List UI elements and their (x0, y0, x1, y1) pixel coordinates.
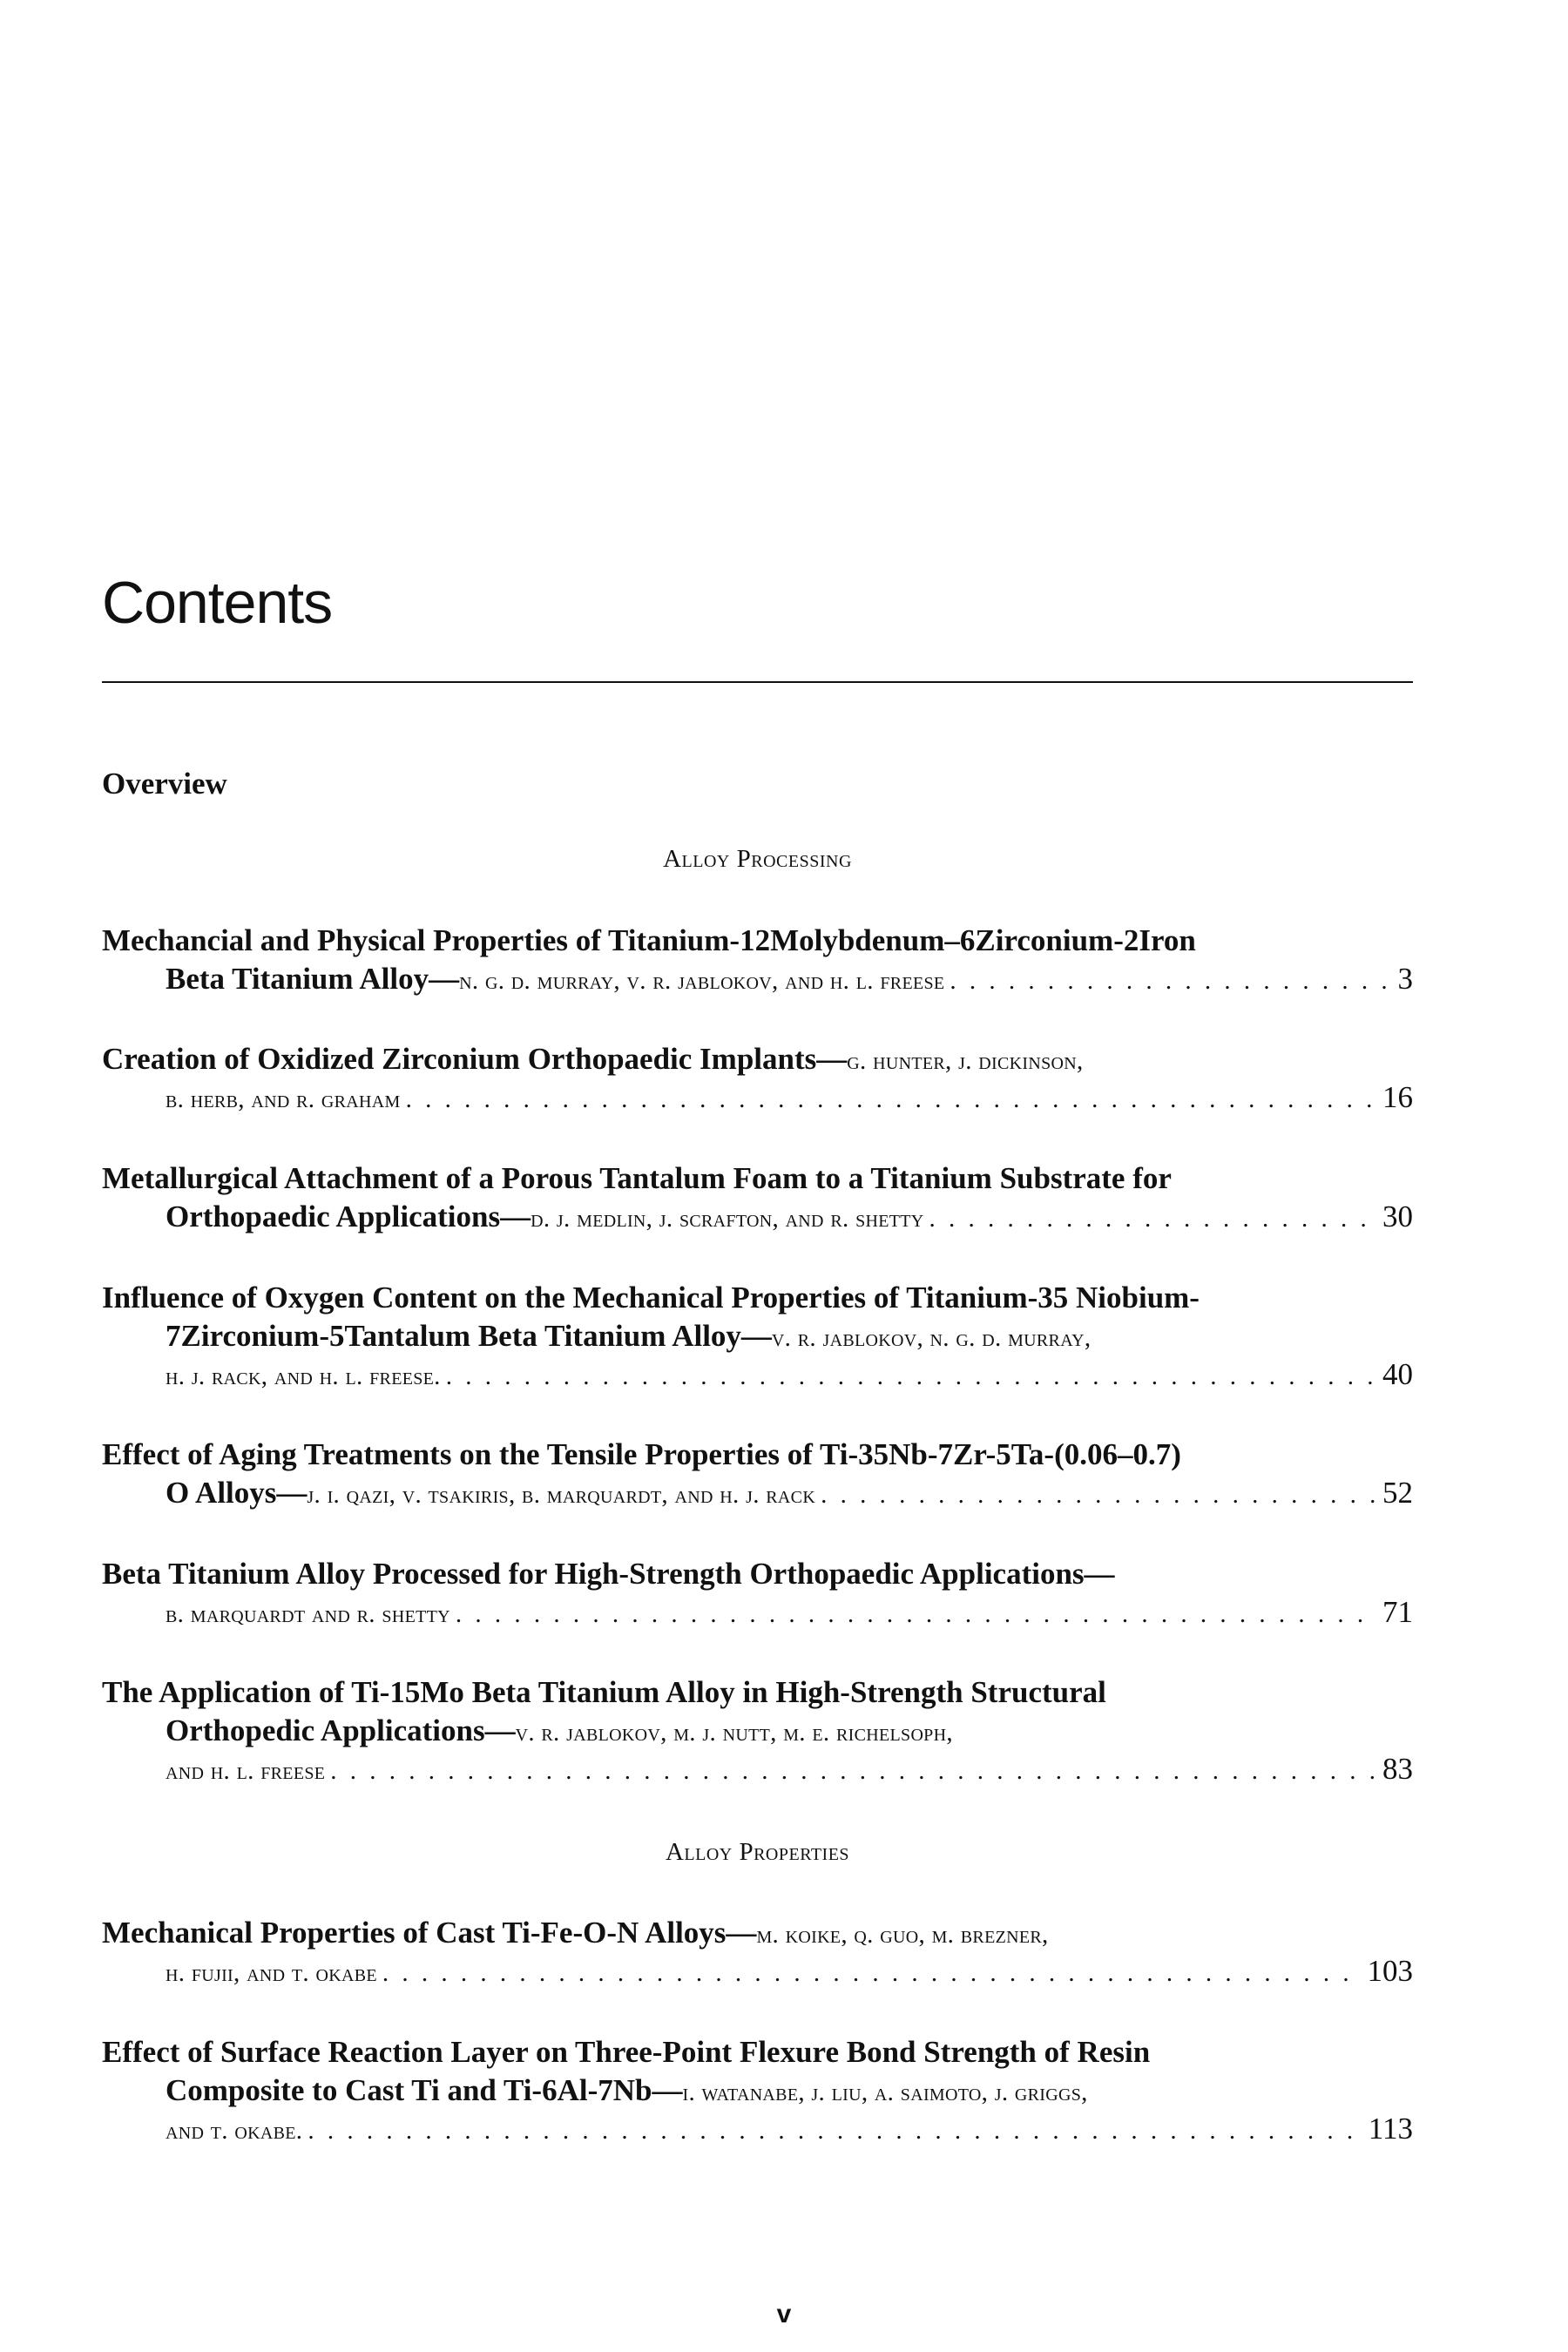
entry-title: Mechanical Properties of Cast Ti-Fe-O-N Alloys— (102, 1916, 757, 1950)
entry-authors: g. hunter, j. dickinson, (847, 1047, 1084, 1075)
toc-entry[interactable] (102, 923, 1413, 1002)
dot-leader (446, 1359, 1377, 1394)
dot-leader (950, 963, 1392, 998)
entry-authors: and t. okabe. (166, 2117, 303, 2145)
page-number: 30 (1382, 1200, 1413, 1233)
dot-leader (456, 1597, 1377, 1632)
dot-leader (929, 1201, 1377, 1236)
section-heading-alloy-processing: Alloy Processing (663, 845, 852, 873)
toc-entry[interactable] (102, 1916, 1413, 1994)
entry-title: Effect of Aging Treatments on the Tensile Properties of Ti-35Nb-7Zr-5Ta-(0.06–0.7) (102, 1437, 1181, 1471)
toc-entry[interactable] (102, 1042, 1413, 1120)
dot-leader (406, 1082, 1377, 1117)
entry-authors: n. g. d. murray, v. r. jablokov, and h. l. freese (459, 967, 945, 995)
entry-title: Creation of Oxidized Zirconium Orthopaedic Implants— (102, 1042, 848, 1076)
entry-title: 7Zirconium-5Tantalum Beta Titanium Alloy— (166, 1319, 772, 1353)
entry-authors: v. r. jablokov, m. j. nutt, m. e. richelsoph, (515, 1719, 953, 1747)
page-number: 113 (1368, 2112, 1413, 2146)
entry-authors: h. j. rack, and h. l. freese. (166, 1362, 441, 1390)
dot-leader (330, 1754, 1377, 1788)
dot-leader (821, 1477, 1377, 1512)
page-number: 16 (1382, 1080, 1413, 1114)
page-number: 83 (1382, 1752, 1413, 1786)
page-folio: v (776, 2300, 792, 2328)
entry-authors: d. j. medlin, j. scrafton, and r. shetty (531, 1205, 924, 1233)
entry-authors: b. marquardt and r. shetty (166, 1600, 450, 1628)
page-number: 40 (1382, 1357, 1413, 1391)
entry-authors: h. fujii, and t. okabe (166, 1959, 377, 1987)
entry-title: Effect of Surface Reaction Layer on Three-Point Flexure Bond Strength of Resin (102, 2035, 1151, 2069)
page-title: Contents (102, 570, 333, 636)
page-number: 103 (1367, 1954, 1413, 1988)
page-number: 71 (1382, 1595, 1413, 1629)
dot-leader (382, 1956, 1362, 1990)
entry-title: Beta Titanium Alloy— (166, 962, 460, 996)
entry-authors: v. r. jablokov, n. g. d. murray, (771, 1324, 1092, 1352)
entry-title: Metallurgical Attachment of a Porous Tantalum Foam to a Titanium Substrate for (102, 1161, 1172, 1195)
entry-authors: j. i. qazi, v. tsakiris, b. marquardt, and h. j. rack (307, 1481, 816, 1509)
entry-title: Orthopaedic Applications— (166, 1200, 531, 1233)
entry-authors: and h. l. freese (166, 1757, 326, 1785)
toc-entry[interactable] (102, 2035, 1413, 2152)
entry-title: O Alloys— (166, 1476, 308, 1510)
toc-entry[interactable] (102, 1437, 1413, 1516)
section-heading-alloy-properties: Alloy Properties (665, 1838, 850, 1866)
entry-title: Mechancial and Physical Properties of Titanium-12Molybdenum–6Zirconium-2Iron (102, 923, 1196, 957)
page-number: 3 (1397, 962, 1413, 996)
toc-entry[interactable] (102, 1557, 1413, 1635)
toc-entry[interactable] (102, 1675, 1413, 1792)
entry-authors: b. herb, and r. graham (166, 1085, 401, 1113)
entry-title: Composite to Cast Ti and Ti-6Al-7Nb— (166, 2073, 683, 2107)
toc-entry[interactable] (102, 1161, 1413, 1240)
page-number: 52 (1382, 1476, 1413, 1510)
entry-title: Influence of Oxygen Content on the Mechanical Properties of Titanium-35 Niobium- (102, 1281, 1200, 1315)
entry-title: Orthopedic Applications— (166, 1713, 516, 1747)
entry-title: The Application of Ti-15Mo Beta Titanium Alloy in High-Strength Structural (102, 1675, 1106, 1709)
entry-authors: i. watanabe, j. liu, a. saimoto, j. griggs, (682, 2078, 1088, 2106)
toc-entry[interactable] (102, 1281, 1413, 1397)
entry-authors: m. koike, q. guo, m. brezner, (756, 1921, 1049, 1949)
overview-entry[interactable]: Overview (102, 767, 227, 801)
title-divider (102, 681, 1413, 683)
dot-leader (308, 2113, 1362, 2148)
entry-title: Beta Titanium Alloy Processed for High-Strength Orthopaedic Applications— (102, 1557, 1115, 1591)
